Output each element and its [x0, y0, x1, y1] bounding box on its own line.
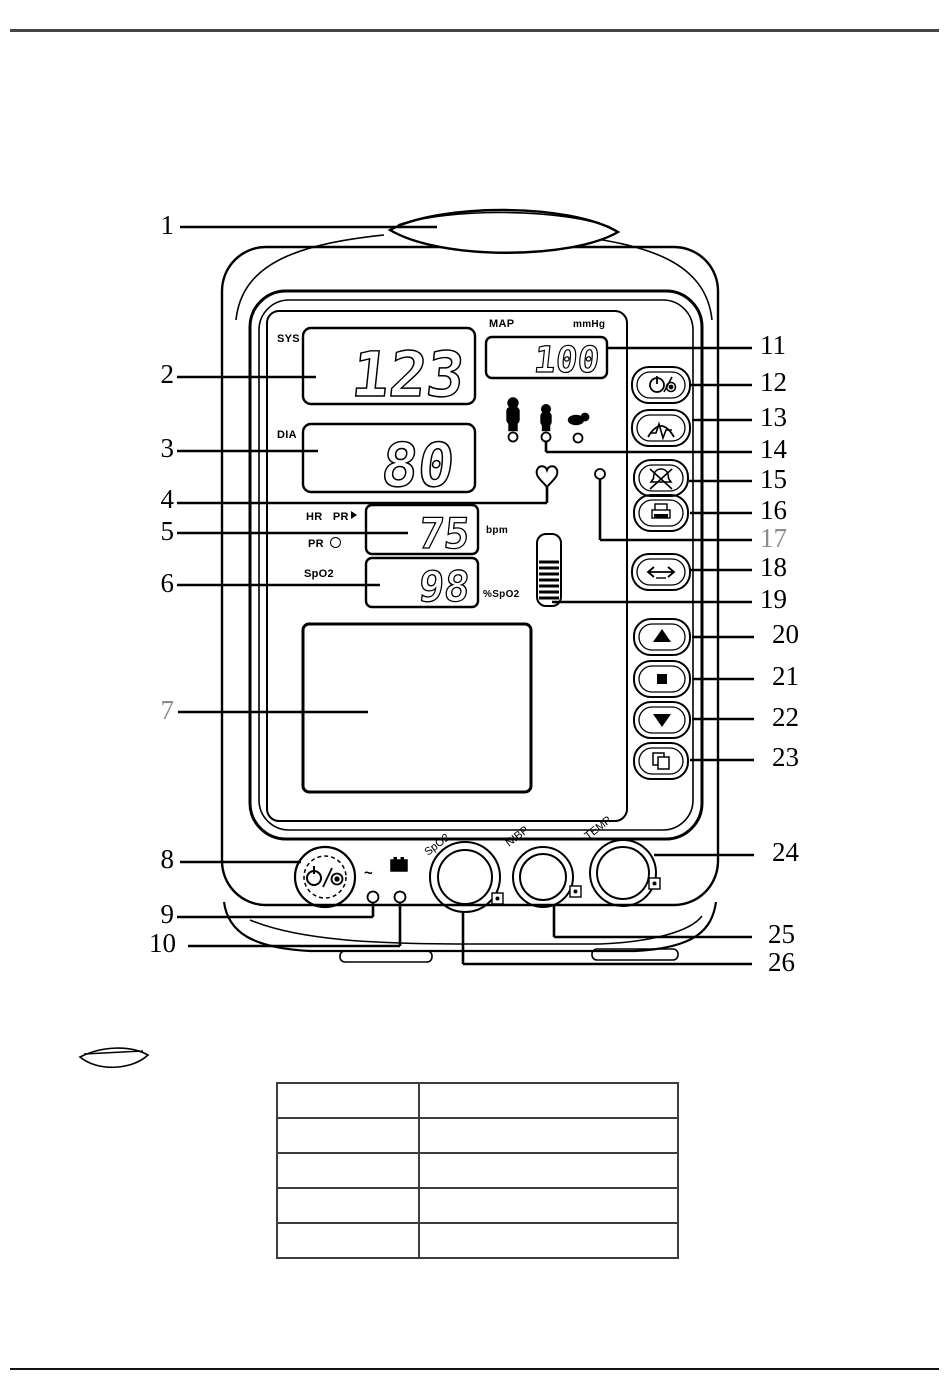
spo2-unit-label: %SpO2 [483, 589, 520, 600]
callout-26: 26 [768, 947, 795, 978]
stop-icon [657, 674, 667, 684]
print-button [634, 495, 688, 531]
adult-icon [508, 399, 519, 431]
comm-icon [648, 567, 674, 578]
alarm-silence-icon [650, 469, 672, 489]
callout-3: 3 [160, 433, 174, 464]
up-arrow-icon [653, 629, 671, 642]
callout-21: 21 [772, 661, 799, 692]
callout-24: 24 [772, 837, 799, 868]
power-switch [295, 847, 355, 907]
callout-10: 10 [149, 928, 176, 959]
dia-label: DIA [277, 429, 297, 441]
page-bottom-rule [10, 1368, 939, 1370]
alarm-led [595, 469, 605, 479]
temp-connector-label: TEMP [582, 814, 614, 843]
spo2-connector-label: SpO2 [422, 831, 453, 859]
callout-9: 9 [160, 899, 174, 930]
spo2-connector [430, 842, 500, 912]
callout-5: 5 [160, 516, 174, 547]
message-display [303, 624, 531, 792]
hr-unit-label: bpm [486, 525, 509, 536]
neonate-icon [569, 414, 588, 424]
power-standby-button [632, 367, 690, 403]
mini-lens-icon [80, 1048, 148, 1067]
callout-15: 15 [760, 464, 787, 495]
spo2-label: SpO2 [304, 568, 334, 580]
sys-label: SYS [277, 333, 300, 345]
adult-mode-led [509, 433, 518, 442]
temp-connector [590, 840, 656, 906]
up-button [634, 619, 690, 655]
callout-12: 12 [760, 367, 787, 398]
hr-label: HR [306, 511, 323, 523]
table-cell [419, 1223, 678, 1258]
table-row [277, 1223, 678, 1258]
table-cell [419, 1083, 678, 1118]
battery-icon [391, 857, 407, 871]
page-button [634, 743, 688, 779]
callout-22: 22 [772, 702, 799, 733]
callout-7: 7 [160, 695, 174, 726]
table-row [277, 1083, 678, 1118]
callout-18: 18 [760, 552, 787, 583]
table-row [277, 1188, 678, 1223]
nibp-start-button [632, 410, 690, 446]
neonate-mode-led [574, 434, 583, 443]
print-icon [652, 504, 670, 518]
pulse-heart-icon [537, 466, 558, 487]
spo2-value: 98 [416, 562, 473, 611]
dia-value: 80 [378, 431, 458, 501]
hr-value: 75 [416, 509, 473, 558]
signal-strength-bargraph [537, 534, 561, 606]
pr-led-text: PR [308, 538, 324, 550]
pr-label: PR [332, 511, 349, 523]
callout-13: 13 [760, 402, 787, 433]
table-cell [277, 1153, 419, 1188]
callout-14: 14 [760, 434, 787, 465]
map-unit-label: mmHg [573, 319, 606, 330]
down-button [634, 702, 690, 738]
callout-23: 23 [772, 742, 799, 773]
figure-table [276, 1082, 679, 1259]
pediatric-icon [542, 405, 551, 430]
table-cell [277, 1223, 419, 1258]
table-row [277, 1118, 678, 1153]
comm-button [632, 554, 690, 590]
map-value: 100 [532, 339, 602, 381]
nibp-connector-label: NIBP [503, 824, 532, 850]
table-cell [419, 1153, 678, 1188]
pr-led [330, 537, 341, 548]
sys-value: 123 [348, 338, 469, 411]
battery-led [395, 892, 406, 903]
callout-25: 25 [768, 919, 795, 950]
callout-20: 20 [772, 619, 799, 650]
stop-button [634, 661, 690, 697]
table-row [277, 1153, 678, 1188]
callout-19: 19 [760, 584, 787, 615]
down-arrow-icon [653, 714, 671, 727]
ac-symbol-label: ~ [364, 865, 374, 882]
table-cell [419, 1188, 678, 1223]
pr-pointer-icon [351, 511, 357, 519]
callout-8: 8 [160, 844, 174, 875]
callout-4: 4 [160, 484, 174, 515]
pediatric-mode-led [542, 433, 551, 442]
standby-icon [650, 376, 676, 392]
callout-1: 1 [160, 210, 174, 241]
map-label: MAP [489, 318, 515, 330]
callout-2: 2 [160, 359, 174, 390]
table-cell [277, 1188, 419, 1223]
hr-pr-label [306, 511, 357, 523]
nibp-connector [513, 847, 573, 907]
page-cycle-icon [653, 753, 669, 769]
nibp-start-icon [648, 424, 674, 438]
table-cell [277, 1083, 419, 1118]
pr-led-label [308, 537, 341, 550]
table-cell [419, 1118, 678, 1153]
table-cell [277, 1118, 419, 1153]
alarm-silence-button [634, 460, 688, 496]
device-foot-left [340, 951, 432, 962]
callout-17: 17 [760, 523, 787, 554]
callout-16: 16 [760, 495, 787, 526]
base-tray-inner [250, 916, 702, 944]
callout-6: 6 [160, 568, 174, 599]
callout-11: 11 [760, 330, 786, 361]
on-off-icon [307, 866, 343, 887]
ac-power-led [368, 892, 379, 903]
